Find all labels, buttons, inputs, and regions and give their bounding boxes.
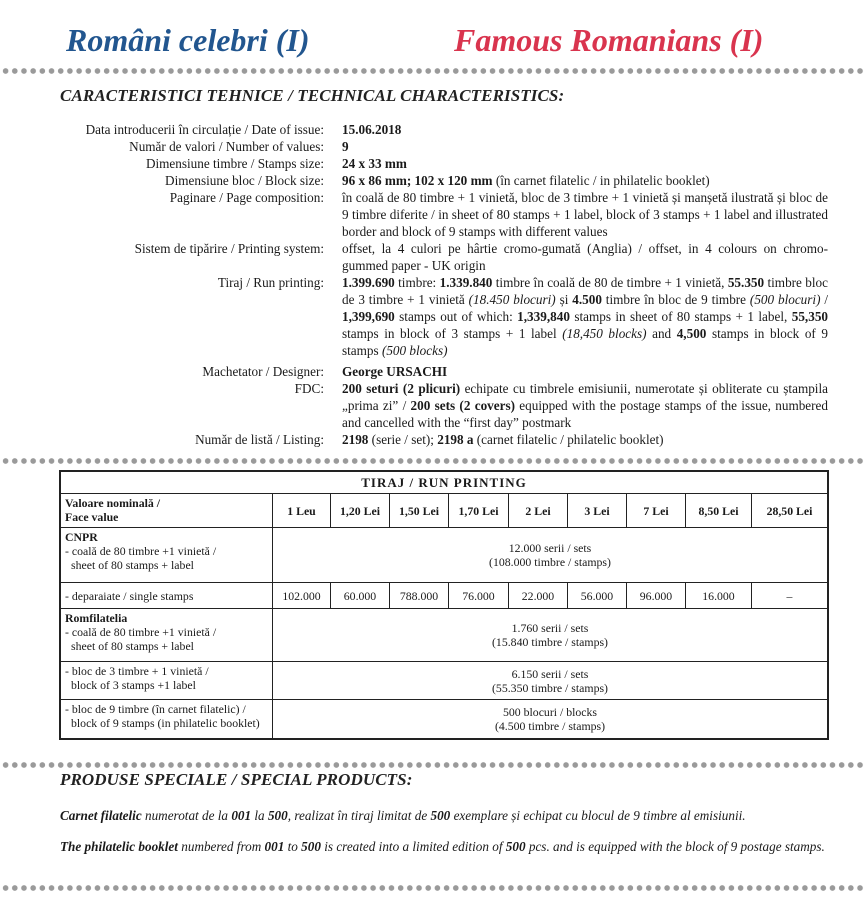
- block-size-value: 96 x 86 mm; 102 x 120 mm (în carnet filatelic / in philatelic booklet): [342, 173, 710, 188]
- fdc-label: FDC:: [294, 381, 324, 396]
- face-value-header: Valoare nominală / Face value: [61, 494, 273, 528]
- cnpr-label: CNPR - coală de 80 timbre +1 vinietă / sheet of 80 stamps + label: [61, 528, 273, 583]
- single-value-cell: 56.000: [568, 583, 627, 609]
- dotted-divider: [0, 67, 864, 75]
- block9-label: - bloc de 9 timbre (în carnet filatelic) / block of 9 stamps (in philatelic booklet): [61, 700, 273, 738]
- title-romanian: Români celebri (I): [66, 22, 310, 58]
- face-value-cell: 8,50 Lei: [686, 494, 752, 528]
- values-value: 9: [342, 139, 349, 154]
- header: [0, 22, 864, 66]
- special-product-en: The philatelic booklet numbered from 001 to 500 is created into a limited edition of 500 pcs. and is equipped with the block of 9 postage stamps.: [60, 839, 825, 854]
- stamp-size-label: Dimensiune timbre / Stamps size:: [145, 156, 324, 171]
- run-value: 1.399.690 timbre: 1.339.840 timbre în coală de 80 de timbre + 1 vinietă, 55.350 timbre bloc de 3 timbre + 1 vinietă (18.450 blocuri) și 4.500 timbre în bloc de 9 timbre (500 blocuri) / 1,399,690 stamps out of which: 1,339,840 stamps in sheet of 80 stamps + 1 label, 55,350 stamps in block of 3 stamps + 1 label (18,450 blocks) and 4,500 stamps in block of 9 stamps (500 blocks): [342, 275, 829, 358]
- single-value-cell: 22.000: [509, 583, 568, 609]
- designer-value: George URSACHI: [342, 364, 448, 379]
- stamp-size-value: 24 x 33 mm: [342, 156, 407, 171]
- face-value-cell: 1,20 Lei: [331, 494, 390, 528]
- date-value: 15.06.2018: [342, 122, 402, 137]
- face-value-cell: 1 Leu: [273, 494, 331, 528]
- title-english: Famous Romanians (I): [454, 22, 764, 58]
- dotted-divider: [0, 761, 864, 769]
- run-label: Tiraj / Run printing:: [217, 275, 324, 290]
- single-value-cell: 76.000: [449, 583, 509, 609]
- values-label: Număr de valori / Number of values:: [129, 139, 324, 154]
- printing-label: Sistem de tipărire / Printing system:: [134, 241, 324, 256]
- single-stamps-label: - deparaiate / single stamps: [61, 583, 273, 609]
- run-printing-table: [59, 470, 829, 740]
- date-label: Data introducerii în circulație / Date of issue:: [85, 122, 324, 137]
- romfilatelia-sheet-value: 1.760 serii / sets (15.840 timbre / stamps): [273, 609, 827, 662]
- page-label: Paginare / Page composition:: [169, 190, 324, 205]
- special-section-title: PRODUSE SPECIALE / SPECIAL PRODUCTS:: [60, 770, 413, 789]
- face-value-cell: 28,50 Lei: [752, 494, 827, 528]
- designer-label: Machetator / Designer:: [202, 364, 324, 379]
- block3-label: - bloc de 3 timbre + 1 vinietă / block of 3 stamps +1 label: [61, 662, 273, 700]
- listing-label: Număr de listă / Listing:: [195, 432, 324, 447]
- single-value-cell: 60.000: [331, 583, 390, 609]
- listing-value: 2198 (serie / set); 2198 a (carnet filatelic / philatelic booklet): [342, 432, 664, 447]
- printing-value: offset, la 4 culori pe hârtie cromo-gumată (Anglia) / offset, in 4 colours on chromo-gummed paper - UK origin: [342, 241, 828, 273]
- run-table-title: TIRAJ / RUN PRINTING: [61, 472, 827, 494]
- page-value: în coală de 80 timbre + 1 vinietă, bloc de 3 timbre + 1 vinietă și manșetă ilustrată și bloc de 9 timbre diferite / in sheet of 80 stamps + 1 label, block of 3 stamps + 1 label and illustrated border and block of 9 stamps with different values: [342, 190, 828, 239]
- single-value-cell: 16.000: [686, 583, 752, 609]
- block3-value: 6.150 serii / sets (55.350 timbre / stamps): [273, 662, 827, 700]
- block9-value: 500 blocuri / blocks (4.500 timbre / stamps): [494, 705, 606, 733]
- block-size-label: Dimensiune bloc / Block size:: [165, 173, 324, 188]
- dotted-divider: [0, 457, 864, 465]
- single-value-cell: 788.000: [390, 583, 449, 609]
- face-value-cell: 1,70 Lei: [449, 494, 509, 528]
- single-value-cell: 96.000: [627, 583, 686, 609]
- special-product-ro: Carnet filatelic numerotat de la 001 la 500, realizat în tiraj limitat de 500 exemplare și echipat cu blocul de 9 timbre al emisiunii.: [60, 808, 746, 823]
- face-value-cell: 3 Lei: [568, 494, 627, 528]
- cnpr-sheet-value: 12.000 serii / sets (108.000 timbre / stamps): [273, 528, 827, 583]
- single-value-cell: 102.000: [273, 583, 331, 609]
- face-value-cell: 7 Lei: [627, 494, 686, 528]
- romfilatelia-label: Romfilatelia - coală de 80 timbre +1 vinietă / sheet of 80 stamps + label: [61, 609, 273, 662]
- face-value-cell: 1,50 Lei: [390, 494, 449, 528]
- tech-section-title: CARACTERISTICI TEHNICE / TECHNICAL CHARACTERISTICS:: [60, 86, 565, 105]
- dotted-divider: [0, 884, 864, 892]
- face-value-cell: 2 Lei: [509, 494, 568, 528]
- fdc-value: 200 seturi (2 plicuri) echipate cu timbrele emisiunii, numerotate și obliterate cu ștampila „prima zi” / 200 sets (2 covers) equipped with the postage stamps of the issue, numbered and cancelled with the “first day” postmark: [342, 381, 829, 430]
- single-value-cell: –: [752, 583, 827, 609]
